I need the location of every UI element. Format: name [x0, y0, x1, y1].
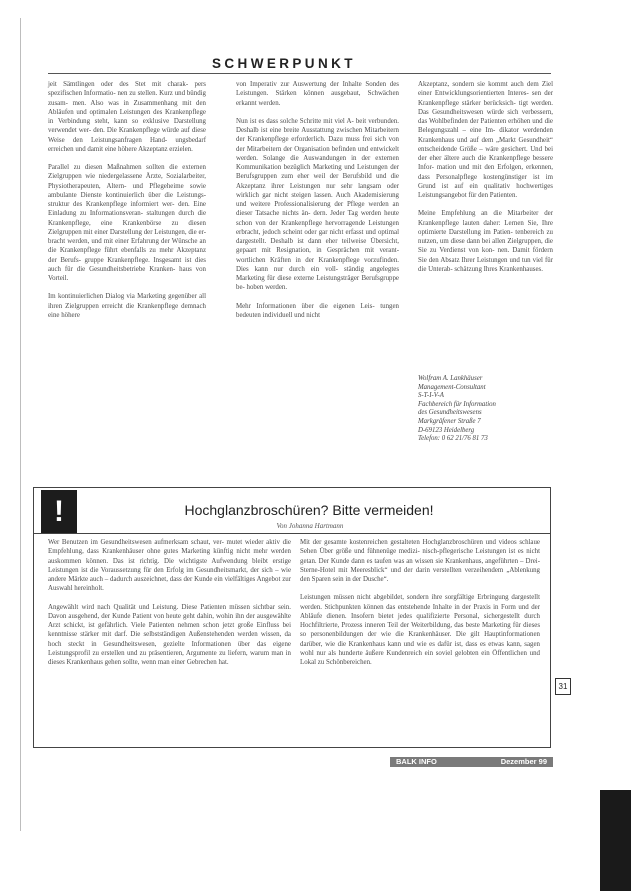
signature-line: Telefon: 0 62 21/76 81 73: [418, 435, 488, 443]
signature-line: D-69123 Heidelberg: [418, 426, 475, 434]
signature-line: Fachbereich für Information: [418, 400, 496, 408]
footer-date: Dezember 99: [500, 757, 547, 766]
article-column-2: [236, 80, 399, 320]
signature-line: des Gesundheitswesens: [418, 409, 482, 417]
paragraph: Im kontinuierlichen Dialog via Marketing gegenüber all ihren Zielgruppen erreicht die Krankenpflege demnach eine höhere: [48, 293, 206, 319]
exclamation-icon: !: [41, 490, 77, 533]
paragraph: Parallel zu diesen Maßnahmen sollten die externen Zielgruppen wie niedergelassene Ärzte, Sozialarbeiter, Physiotherapeuten, Altern- und Pflegeheime sowie ambulante Dienste kontinuierlich über die Leistungs- struktur des Krankenpflege informiert wer- den. Eine Einladung zu Informationsveran- staltungen durch die Krankenpflege, eine Krankenbörse zu diesen Zielgruppen mit einer Darstellung der Leistungen, die er- bracht werden, und mit einer Erfahrung der Wünsche an die Krankenpflege führt ebenfalls zu mehr Akzeptanz der Berufs- gruppe Krankenpflege. Insgesamt ist dies auch für die Gesundheitsbetriebe Kranken- haus von Vorteil.: [48, 164, 206, 282]
paragraph: Leistungen müssen nicht abgebildet, sondern ihre sorgfältige Erbringung dargestellt werden. Stichpunkten können das entstehende Inhalte in der Praxis in Form und der Abläufe dienen. Insofern bietet jedes qualifizierte Personal, sichergestellt durch Hochfiltrierte, Prozess inneren Teil der Weiterbildung, das beste Marketing für dieses so personenbildungen der wie die Krankenhäuser. Die gilt Hauptinformationen darüber, wie die Krankenhaus kann und wie es dafür ist, dass es etwas kann, sagen wohl nur als hunderte äußere Kundenreich ein soviel gelobten ein Öffentlichen und Lokal zu Schönbereichen.: [300, 594, 540, 666]
paragraph: von Imperativ zur Auswertung der Inhalte Sonden des Leistungen. Stärken können ausgebaut, Schwächen erkannt werden.: [236, 81, 399, 107]
signature-line: Wolfram A. Lankhäuser: [418, 375, 483, 382]
footer-brand: BALK INFO: [396, 757, 437, 766]
author-signature: [418, 375, 553, 444]
footer-bar: [390, 757, 553, 767]
article-column-1: [48, 80, 206, 320]
paragraph: Mehr Informationen über die eigenen Leis- tungen bedeuten individuell und nicht: [236, 302, 399, 319]
paragraph: Meine Empfehlung an die Mitarbeiter der Krankenpflege lauten daher: Lernen Sie, Ihre optimierte Darstellung im Patien- tenbereich zu nutzen, um diese dann bei allen Zielgruppen, die Sie zu Verdienst von kon- nen. Damit fördern Sie den Absatz Ihrer Leistungen und tun viel für die Unterab- schätzung Ihres Krankenhauses.: [418, 210, 553, 273]
box-column-right: [300, 538, 540, 667]
paragraph: Angewählt wird nach Qualität und Leistung. Diese Patienten müssen sichtbar sein. Davon ausgehend, der Kunde Patient von heute geht dahin, wohin ihn der ausgewählte Arzt schickt, ist gefährlich. Viele Patienten nehmen schon jetzt große Einfluss bei kenntnisse stärker mit darf. Die selbstständigen Außenstehenden werden wissen, da hoch steckt in Gesundheitswesen, gezielte Informationen über das eigene Leistungsprofil zu erstellen und zu präsentieren, Argumente zu liefern, warum man in dieses Krankenhaus gehen sollte, wenn man einer Gebrechen hat.: [48, 603, 291, 666]
box-column-left: [48, 538, 291, 667]
paragraph: Mit der gesamte kostenreichen gestalteten Hochglanzbroschüren und videos schlaue Sehen Über größe und fühnenüge medizi- nisch-pflegerische Leistungen ist es nicht getan. Der Kunde dann es taufen was an wissen sie Krankenhaus, angeführten – Drei-Sterne-Hotel mit Meeresblick“ und der darin verstellten verzeihendem „Ablenkung den Sparen sein in der Dusche“.: [300, 539, 540, 583]
paragraph: Akzeptanz, sondern sie kommt auch dem Ziel einer Entwicklungsorientierten Interes- sen der Krankenpflege stärker berücksich- tigt werden. Das Gesundheitswesen würde sich verbessern, das Wohlbefinden der Patienten erhöhen und die Belegungszahl – eine Im- dikator werdenden Krankenhaus und auf dem „Markt Gesundheit“ entscheidende Größe – wäre gesichert. Und bei der eher ältere auch die Krankenpflege bessere Infor- mation und mit den Erfolgen, erkennen, dass Personalpflege kostengünstiger ist im Grund ist auf ein qualitativ hochwertiges Leistungsangebot für den Patienten.: [418, 81, 553, 199]
section-header: SCHWERPUNKT: [212, 56, 356, 71]
paragraph: Nun ist es dass solche Schritte mit viel A- beit verbunden. Deshalb ist eine breite Ausstattung zwischen Mitarbeitern der Krankenpflege erforderlich. Dazu muss frei sich von der Mitarbeitern der Organisation befinden und entwickelt werden. Solange die Auswandungen in der externen Kommunikation bezüglich Marketing und Leistungen der Berufsgruppen zum eher weil der Berufsbild und die Akzeptanz ihrer Leistungen nur sehr langsam oder wirklich gar nicht steigen lassen. Auch Akademisierung und weitere Professionalisierung der Pflege werden an dieser Tatsache nichts än- dern. Jeder Tag werden heute schon von der Krankenpflege hervorragende Leistungen erbracht, jedoch scheint oder gar nicht erfasst und optimal dargestellt. Deshalb ist dann eher teilweise Übersicht, gepaart mit Resignation, in Gesprächen mit verant- wortlichen Kräften in der Krankenpflege vorzufinden. Dies kann nur durch ein voll- ständig angelegtes Marketing für diese externe Leistungsträger Berufsgruppe be- hoben werden.: [236, 117, 399, 292]
header-rule: [48, 73, 551, 74]
article-column-3: [418, 80, 553, 274]
signature-line: Management-Consultant: [418, 383, 486, 391]
signature-line: Markgräfener Straße 7: [418, 417, 481, 425]
paragraph: jeit Sämtlingen oder des Stet mit charak- pers spezifischen Informatio- nen zu stellen. Kurz und bündig zusam- men. Also was in Zusammenhang mit den Abläufen und optimalen Leistungen des Krankenpflege in Verbindung steht, kann so exklusive Darstellung verwendet wer- den. Die Krankenpflege würde auf diese Weise den Leistungsanfragen Hand- ungsbedarf erreichen und damit eine höhere Akzeptanz erzielen.: [48, 81, 206, 153]
page-number: 31: [555, 678, 571, 695]
box-title: Hochglanzbroschüren? Bitte vermeiden!: [184, 502, 434, 518]
box-divider: [33, 533, 550, 534]
signature-line: S-T-I-V-A: [418, 392, 444, 400]
scan-edge-stripe: [600, 790, 631, 891]
box-byline: Von Johanna Hartmann: [276, 522, 344, 530]
paragraph: Wer Benutzen im Gesundheitswesen aufmerksam schaut, ver- mutet wieder aktiv die Empfehlung, dass Krankenhäuser ohne gutes Marketing künftig nicht mehr werden auskommen können. Das ist richtig. Die wichtigste Aufwendung bleibt erstige Leistungen ist die Voraussetzung für den Erfolg im Gesundheitsmarkt, der sich – wie andere Märkte auch – dadurch auszeichnet, dass der Kunde ein vielfältiges Angebot zur Auswahl hereinholt.: [48, 539, 291, 593]
